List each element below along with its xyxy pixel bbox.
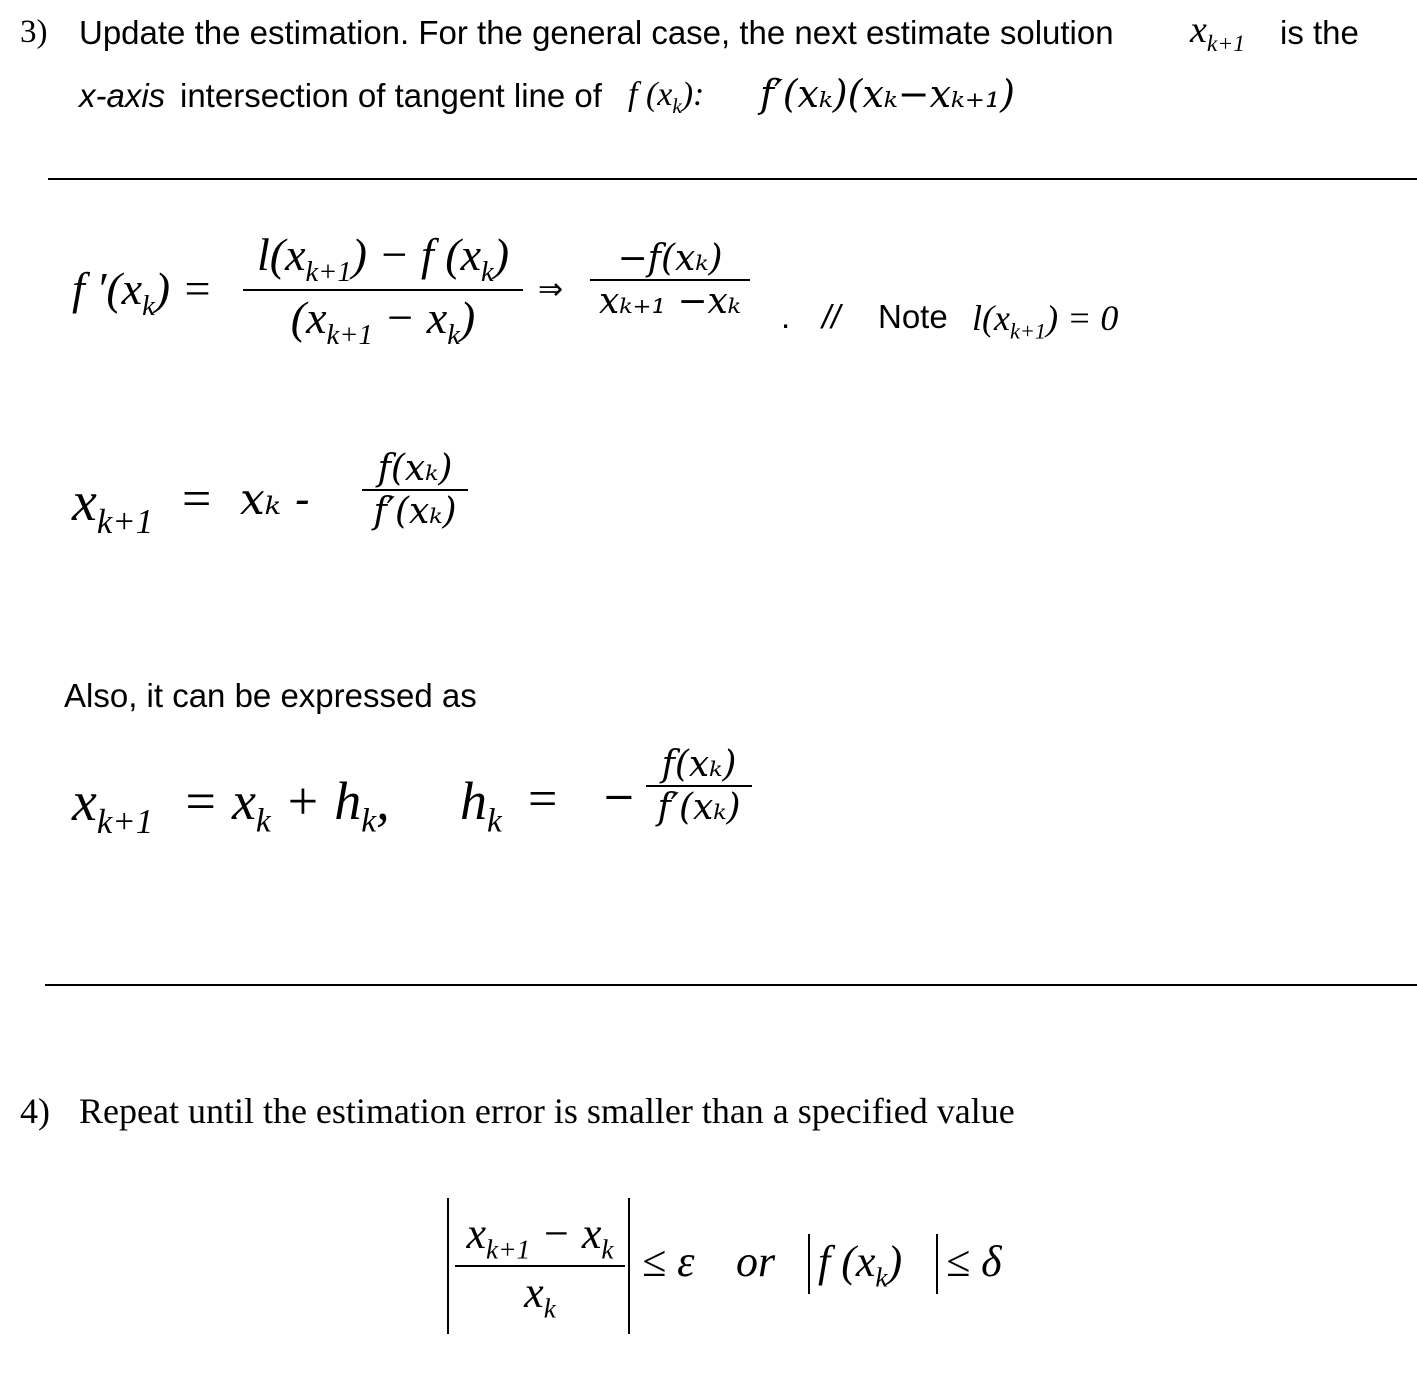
eq3-rhs: = $x_k + h_k$,: [182, 771, 390, 840]
abs-f-expr: f $(x_k)$: [818, 1237, 903, 1293]
step3-line2-text: intersection of tangent line of: [180, 77, 602, 114]
eq1-dot: .: [781, 298, 791, 335]
step3-xaxis-label: x-axis: [79, 77, 166, 114]
abs-bar-f-right: [936, 1234, 938, 1294]
eq2-hand-denominator: f′(xₖ): [373, 491, 457, 532]
step4-number: 4): [20, 1091, 50, 1131]
relative-error-denominator: $x_k$: [524, 1268, 556, 1324]
eq1-denominator: $(x_{k+1} - x_k)$: [290, 291, 476, 351]
step3-line1-end: is the: [1280, 14, 1359, 51]
abs-bar-f-left: [808, 1234, 810, 1294]
eq1-handwritten-fraction: [590, 238, 750, 322]
le-delta: ≤ δ: [946, 1237, 1002, 1286]
relative-error-fraction: [455, 1208, 625, 1325]
step4-text: Repeat until the estimation error is smaller than a specified value: [79, 1091, 1015, 1131]
eq1-fraction: [243, 228, 523, 352]
implies-arrow: ⇒: [538, 273, 564, 306]
relative-error-numerator: $x_{k+1} - x_k$: [466, 1209, 614, 1265]
eq3-h-def: $h_k$: [460, 771, 502, 840]
eq3-equals: =: [528, 771, 558, 828]
eq2-equals: =: [182, 471, 212, 528]
or-word: or: [736, 1237, 776, 1286]
eq2-hand-numerator: f(xₖ): [377, 448, 453, 489]
eq1-hand-numerator: −f(xₖ): [617, 238, 723, 279]
eq3-hand-fraction: [646, 744, 752, 828]
step3-line1-text: Update the estimation. For the general case, the next estimate solution: [79, 14, 1114, 51]
eq3-minus: −: [602, 774, 636, 820]
note-label: Note: [878, 298, 948, 335]
eq1-hand-denominator: xₖ₊₁ −xₖ: [599, 281, 741, 322]
eq3-hand-denominator: f′(xₖ): [657, 787, 741, 828]
step3-line1-var: $x_{k+1}$: [1190, 9, 1245, 57]
eq1-lhs: f $'(x_k)$ =: [72, 263, 213, 322]
eq3-hand-numerator: f(xₖ): [661, 744, 737, 785]
divider-bottom: [45, 984, 1417, 986]
also-text: Also, it can be expressed as: [64, 677, 477, 714]
eq2-hand-rhs: xₖ -: [240, 474, 310, 525]
step3-func-expr: f $(x_k)$:: [628, 76, 705, 118]
le-epsilon: ≤ ε: [642, 1237, 695, 1286]
eq1-numerator: $l(x_{k+1}) - f$ $(x_k)$: [256, 229, 510, 288]
handwritten-tangent-expr: f′(xₖ)(xₖ−xₖ₊₁): [760, 72, 1015, 116]
eq2-hand-fraction: [362, 448, 468, 532]
divider-top: [48, 178, 1417, 180]
eq3-lhs: $x_{k+1}$: [72, 771, 154, 842]
abs-bar-right: [628, 1198, 630, 1334]
eq2-lhs: $x_{k+1}$: [72, 471, 154, 542]
note-expression: $l(x_{k+1}) = 0$: [972, 298, 1119, 344]
comment-marker: //: [822, 298, 841, 335]
step3-number: 3): [20, 14, 48, 50]
abs-bar-left: [447, 1198, 449, 1334]
